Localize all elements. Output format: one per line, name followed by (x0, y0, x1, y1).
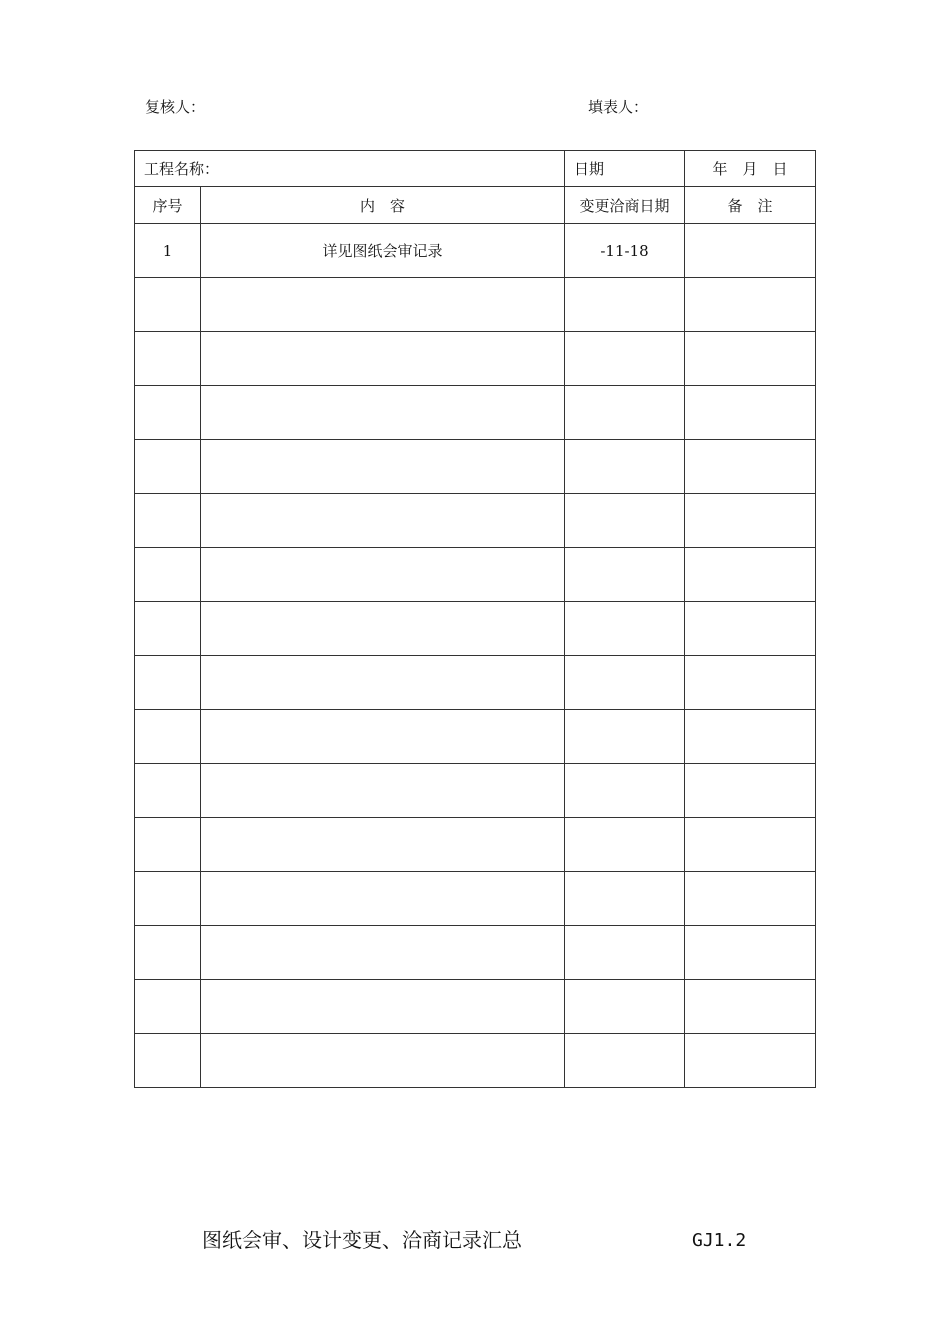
row-seq-cell (135, 548, 201, 602)
table-row (135, 224, 816, 278)
table-row (135, 764, 816, 818)
row-content-cell (201, 1034, 565, 1088)
row-seq-cell (135, 926, 201, 980)
row-content-cell (201, 548, 565, 602)
row-remark-cell (685, 1034, 816, 1088)
row-seq-cell (135, 386, 201, 440)
row-content-cell (201, 710, 565, 764)
row-seq-cell (135, 332, 201, 386)
row-content-cell (201, 818, 565, 872)
table-row (135, 602, 816, 656)
row-remark-cell (685, 494, 816, 548)
reviewer-label: 复核人： (145, 98, 206, 116)
table-row (135, 926, 816, 980)
row-date-cell (565, 710, 685, 764)
row-remark-cell (685, 980, 816, 1034)
header-row (135, 187, 816, 224)
row-seq-cell (135, 980, 201, 1034)
header-seq: 序号 (135, 187, 201, 224)
row-remark-cell (685, 602, 816, 656)
row-date-cell (565, 278, 685, 332)
row-seq-cell (135, 872, 201, 926)
row-remark-cell (685, 278, 816, 332)
row-seq-cell (135, 710, 201, 764)
row-date-cell (565, 332, 685, 386)
row-seq-cell (135, 278, 201, 332)
table-row (135, 656, 816, 710)
row-content-cell (201, 386, 565, 440)
row-content-cell (201, 494, 565, 548)
row-date-cell (565, 818, 685, 872)
date-value: 年 月 日 (685, 151, 816, 187)
table-row (135, 872, 816, 926)
row-remark-cell (685, 872, 816, 926)
row-content-cell (201, 440, 565, 494)
row-date-cell (565, 440, 685, 494)
table-row (135, 332, 816, 386)
header-change-date: 变更洽商日期 (565, 187, 685, 224)
table-row (135, 818, 816, 872)
form-code: GJ1.2 (692, 1230, 747, 1251)
row-seq-cell: 1 (135, 224, 201, 278)
header-content: 内 容 (201, 187, 565, 224)
table-row (135, 440, 816, 494)
row-remark-cell (685, 818, 816, 872)
table-row (135, 1034, 816, 1088)
record-summary-table (134, 150, 816, 1088)
project-row (135, 151, 816, 187)
table-row (135, 494, 816, 548)
row-date-cell (565, 386, 685, 440)
header-remark: 备 注 (685, 187, 816, 224)
row-content-cell (201, 872, 565, 926)
row-date-cell (565, 980, 685, 1034)
row-content-cell (201, 926, 565, 980)
project-name-label: 工程名称： (135, 151, 565, 187)
row-content-cell (201, 602, 565, 656)
row-content-cell (201, 332, 565, 386)
row-seq-cell (135, 656, 201, 710)
row-remark-cell (685, 332, 816, 386)
table-row (135, 278, 816, 332)
row-remark-cell (685, 440, 816, 494)
row-remark-cell (685, 926, 816, 980)
row-seq-cell (135, 494, 201, 548)
row-remark-cell (685, 548, 816, 602)
row-seq-cell (135, 440, 201, 494)
row-content-cell (201, 656, 565, 710)
row-remark-cell (685, 764, 816, 818)
row-seq-cell (135, 764, 201, 818)
row-content-cell (201, 764, 565, 818)
table-row (135, 386, 816, 440)
date-label: 日期 (565, 151, 685, 187)
row-content-cell (201, 278, 565, 332)
row-remark-cell (685, 710, 816, 764)
row-remark-cell (685, 224, 816, 278)
filler-label: 填表人： (588, 98, 649, 116)
row-seq-cell (135, 1034, 201, 1088)
table-row (135, 710, 816, 764)
row-remark-cell (685, 386, 816, 440)
row-date-cell (565, 494, 685, 548)
row-date-cell (565, 764, 685, 818)
table-row (135, 980, 816, 1034)
row-date-cell (565, 1034, 685, 1088)
row-remark-cell (685, 656, 816, 710)
row-date-cell (565, 548, 685, 602)
row-content-cell: 详见图纸会审记录 (201, 224, 565, 278)
row-date-cell (565, 602, 685, 656)
row-date-cell (565, 926, 685, 980)
row-content-cell (201, 980, 565, 1034)
row-seq-cell (135, 818, 201, 872)
row-seq-cell (135, 602, 201, 656)
row-date-cell: -11-18 (565, 224, 685, 278)
row-date-cell (565, 656, 685, 710)
form-title: 图纸会审、设计变更、洽商记录汇总 (202, 1228, 522, 1252)
row-date-cell (565, 872, 685, 926)
table-row (135, 548, 816, 602)
